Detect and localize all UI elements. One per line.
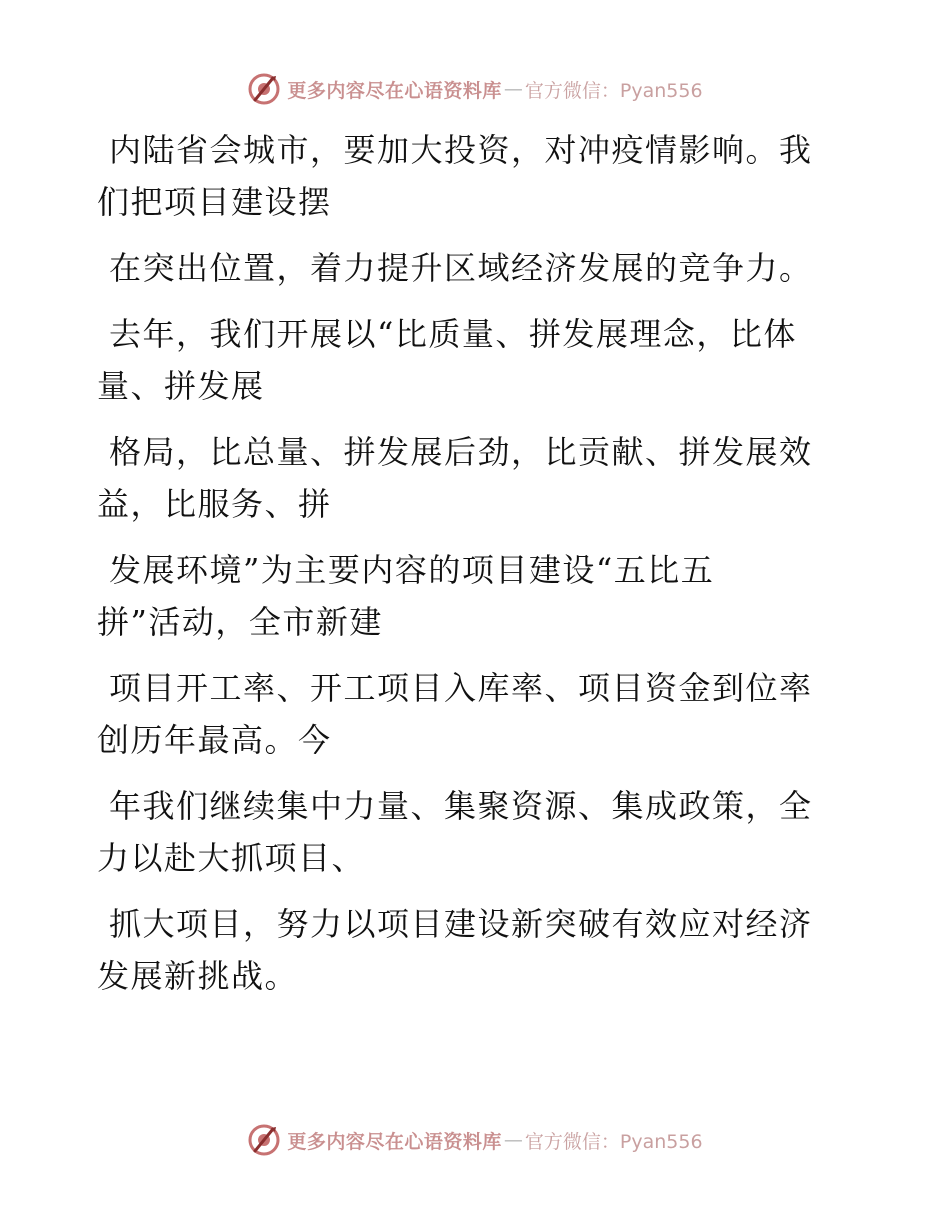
paragraph-4-line-2: 益，比服务、拼 [97, 485, 332, 523]
paragraph-3-line-1: 去年，我们开展以“比质量、拼发展理念，比体 [109, 315, 797, 353]
paragraph-5 [97, 544, 837, 648]
watermark-suffix-text: 官方微信：Pyan556 [524, 1130, 703, 1153]
header-watermark [0, 71, 950, 107]
paragraph-2 [97, 242, 837, 294]
paragraph-5-line-2: 拼”活动，全市新建 [97, 603, 383, 641]
paragraph-8 [97, 898, 837, 1002]
paragraph-3-line-2: 量、拼发展 [97, 367, 265, 405]
paragraph-7-line-2: 力以赴大抓项目、 [97, 839, 366, 877]
paragraph-1-line-2: 们把项目建设摆 [97, 183, 332, 221]
paragraph-4 [97, 426, 837, 530]
footer-watermark [0, 1122, 950, 1158]
pen-logo-icon [247, 72, 281, 106]
paragraph-6 [97, 662, 837, 766]
watermark-separator: — [503, 78, 523, 100]
paragraph-4-line-1: 格局，比总量、拼发展后劲，比贡献、拼发展效 [109, 433, 813, 471]
watermark-separator: — [503, 1129, 523, 1151]
paragraph-5-line-1: 发展环境”为主要内容的项目建设“五比五 [109, 551, 715, 589]
paragraph-1 [97, 124, 837, 228]
paragraph-2-line-1: 在突出位置，着力提升区域经济发展的竞争力。 [109, 249, 813, 287]
paragraph-3 [97, 308, 837, 412]
watermark-main-text: 更多内容尽在心语资料库 [287, 79, 502, 102]
watermark-suffix-text: 官方微信：Pyan556 [524, 79, 703, 102]
paragraph-8-line-2: 发展新挑战。 [97, 957, 299, 995]
paragraph-6-line-2: 创历年最高。今 [97, 721, 332, 759]
paragraph-1-line-1: 内陆省会城市，要加大投资，对冲疫情影响。我 [109, 131, 813, 169]
paragraph-8-line-1: 抓大项目，努力以项目建设新突破有效应对经济 [109, 905, 813, 943]
watermark-main-text: 更多内容尽在心语资料库 [287, 1130, 502, 1153]
document-body [97, 124, 837, 1016]
paragraph-7-line-1: 年我们继续集中力量、集聚资源、集成政策，全 [109, 787, 813, 825]
paragraph-7 [97, 780, 837, 884]
paragraph-6-line-1: 项目开工率、开工项目入库率、项目资金到位率 [109, 669, 813, 707]
pen-logo-icon [247, 1123, 281, 1157]
